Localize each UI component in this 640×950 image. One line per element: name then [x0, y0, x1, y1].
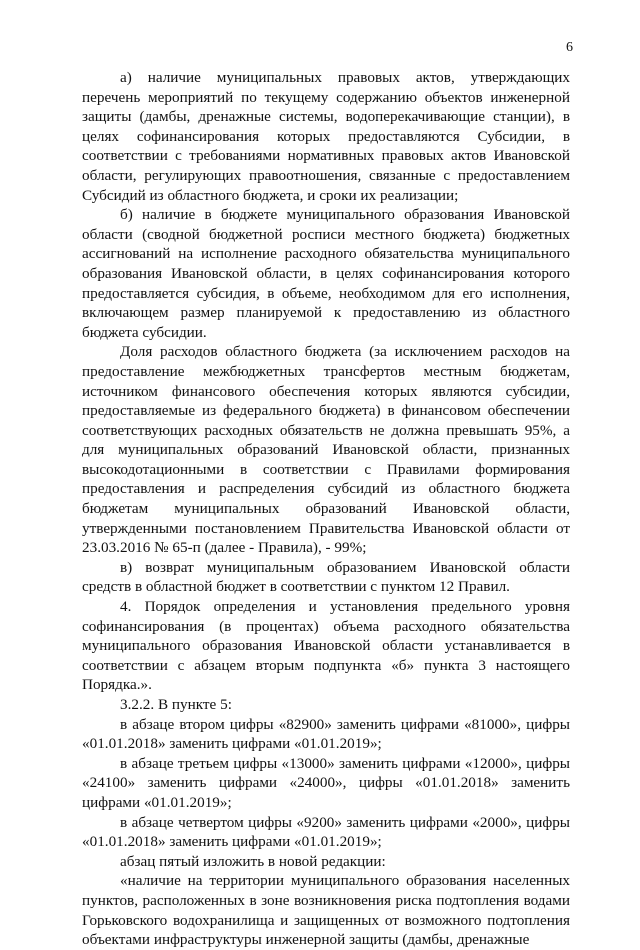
paragraph-b: б) наличие в бюджете муниципального образования Ивановской области (сводной бюджетной росписи местного бюджета) бюджетных ассигнований на исполнение расходного обязательства муниципального образования Ивановской области, в целях софинансирования которого предоставляется субсидия, в объеме, необходимом для его исполнения, включающем размер планируемой к предоставлению из областного бюджета субсидии. — [82, 206, 570, 341]
paragraph-a: а) наличие муниципальных правовых актов, утверждающих перечень мероприятий по текущему содержанию объектов инженерной защиты (дамбы, дренажные системы, водоперекачивающие станции), в целях софинансирования которых предоставляются Субсидии, в соответствии с требованиями нормативных правовых актов Ивановской области, регулирующих правоотношения, связанные с предоставлением Субсидий из областного бюджета, и сроки их реализации; — [82, 69, 570, 204]
paragraph-3-2-2: 3.2.2. В пункте 5: — [120, 696, 232, 713]
paragraph-abzac-2: в абзаце втором цифры «82900» заменить цифрами «81000», цифры «01.01.2018» заменить цифрами «01.01.2019»; — [82, 715, 570, 753]
document-body — [82, 68, 570, 950]
paragraph-abzac-3: в абзаце третьем цифры «13000» заменить цифрами «12000», цифры «24100» заменить цифрами «24000», цифры «01.01.2018» заменить цифрами «01.01.2019»; — [82, 754, 570, 811]
page-number: 6 — [566, 40, 573, 55]
paragraph-co-financing-share: Доля расходов областного бюджета (за исключением расходов на предоставление межбюджетных трансфертов местным бюджетам, источником финансового обеспечения которых являются субсидии, предоставляемые из федерального бюджета) в финансовом обеспечении соответствующих расходных обязательств не должна превышать 95%, а для муниципальных образований Ивановской области, признанных высокодотационными в соответствии с Правилами формирования предоставления и распределения субсидий из областного бюджета бюджетам муниципальных образований Ивановской области, утвержденными постановлением Правительства Ивановской области от 23.03.2016 № 65-п (далее - Правила), - 99%; — [82, 343, 570, 557]
paragraph-v: в) возврат муниципальным образованием Ивановской области средств в областной бюджет в соответствии с пунктом 12 Правил. — [82, 558, 570, 596]
paragraph-new-text: «наличие на территории муниципального образования населенных пунктов, расположенных в зоне возникновения риска подтопления водами Горьковского водохранилища и защищенных от возможного подтопления объектами инфраструктуры инженерной защиты (дамбы, дренажные — [82, 872, 570, 949]
paragraph-abzac-5: абзац пятый изложить в новой редакции: — [120, 852, 386, 870]
paragraph-item-4: 4. Порядок определения и установления предельного уровня софинансирования (в процентах) объема расходного обязательства муниципального образования Ивановской области устанавливается в соответствии с абзацем вторым подпункта «б» пункта 3 настоящего Порядка.». — [82, 598, 570, 694]
paragraph-abzac-4: в абзаце четвертом цифры «9200» заменить цифрами «2000», цифры «01.01.2018» заменить цифрами «01.01.2019»; — [82, 813, 570, 851]
